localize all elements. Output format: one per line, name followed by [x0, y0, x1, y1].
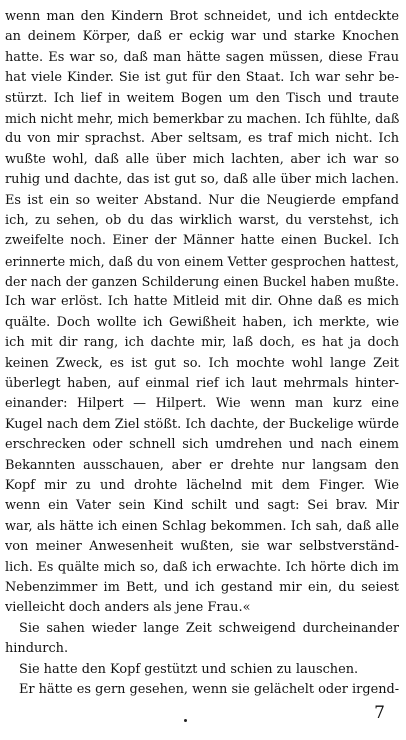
- page-footer: [5, 701, 399, 725]
- text-line: Er hätte es gern gesehen, wenn sie gelächelt oder irgend-: [19, 681, 399, 697]
- text-line: erschrecken oder schnell sich umdrehen und nach einem: [5, 437, 399, 453]
- text-line: von meiner Anwesenheit wußten, sie war selbstverständ-: [5, 539, 399, 555]
- text-line: wenn man den Kindern Brot schneidet, und ich entdeckte: [5, 9, 399, 24]
- text-line: war, als hätte ich einen Schlag bekommen. Ich sah, daß alle: [5, 518, 399, 534]
- text-line: keinen Zweck, es ist gut so. Ich mochte wohl lange Zeit: [5, 355, 399, 371]
- book-page: [5, 0, 399, 740]
- text-line: lich. Es quälte mich so, daß ich erwachte. Ich hörte dich im: [5, 559, 399, 575]
- text-line: Kugel nach dem Ziel stößt. Ich dachte, der Buckelige würde: [5, 416, 399, 432]
- footer-dot: [184, 719, 187, 722]
- text-line: vielleicht doch anders als jene Frau.«: [5, 600, 251, 616]
- text-line: einander: Hilpert — Hilpert. Wie wenn man kurz eine: [5, 396, 399, 412]
- text-line: hat viele Kinder. Sie ist gut für den Staat. Ich war sehr be-: [5, 70, 399, 86]
- text-line: ruhig und dachte, das ist gut so, daß alle über mich lachen.: [5, 172, 399, 188]
- text-line: der nach der ganzen Schilderung einen Buckel haben mußte.: [5, 274, 399, 290]
- text-line: wußte wohl, daß alle über mich lachten, aber ich war so: [5, 151, 399, 167]
- text-line: Bekannten ausschauen, aber er drehte nur langsam den: [5, 457, 399, 473]
- text-line: an deinem Körper, daß er eckig war und starke Knochen: [5, 29, 399, 45]
- text-line: Sie sahen wieder lange Zeit schweigend durcheinander: [19, 620, 399, 636]
- text-line: erinnerte mich, daß du von einem Vetter gesprochen hattest,: [5, 253, 399, 269]
- text-line: zweifelte noch. Einer der Männer hatte einen Buckel. Ich: [5, 233, 399, 249]
- text-line: hatte. Es war so, daß man hätte sagen müssen, diese Frau: [5, 49, 399, 65]
- text-line: überlegt haben, auf einmal rief ich laut mehrmals hinter-: [5, 376, 399, 392]
- text-line: Es ist ein so weiter Abstand. Nur die Neugierde empfand: [5, 192, 399, 208]
- text-line: wenn ein Vater sein Kind schilt und sagt: Sei brav. Mir: [5, 498, 399, 514]
- text-line: Nebenzimmer im Bett, und ich gestand mir ein, du seiest: [5, 579, 399, 595]
- text-line: quälte. Doch wollte ich Gewißheit haben, ich merkte, wie: [5, 314, 399, 330]
- top-margin: [5, 0, 399, 7]
- text-line: Ich war erlöst. Ich hatte Mitleid mit dir. Ohne daß es mich: [5, 294, 399, 310]
- text-line: hindurch.: [5, 641, 69, 657]
- text-line: mich nicht mehr, mich bemerkbar zu machen. Ich fühlte, daß: [5, 110, 399, 126]
- body-text: [5, 7, 399, 700]
- page-number: 7: [374, 703, 385, 723]
- text-line: stürzt. Ich lief in weitem Bogen um den Tisch und traute: [5, 90, 399, 106]
- text-line: ich mit dir rang, ich dachte mir, laß doch, es hat ja doch: [5, 335, 399, 351]
- text-line: Sie hatte den Kopf gestützt und schien zu lauschen.: [19, 661, 359, 677]
- text-line: ich, zu sehen, ob du das wirklich warst, du verstehst, ich: [5, 212, 399, 228]
- text-line: du von mir sprachst. Aber seltsam, es traf mich nicht. Ich: [5, 131, 399, 147]
- text-line: Kopf mir zu und drohte lächelnd mit dem Finger. Wie: [5, 477, 399, 493]
